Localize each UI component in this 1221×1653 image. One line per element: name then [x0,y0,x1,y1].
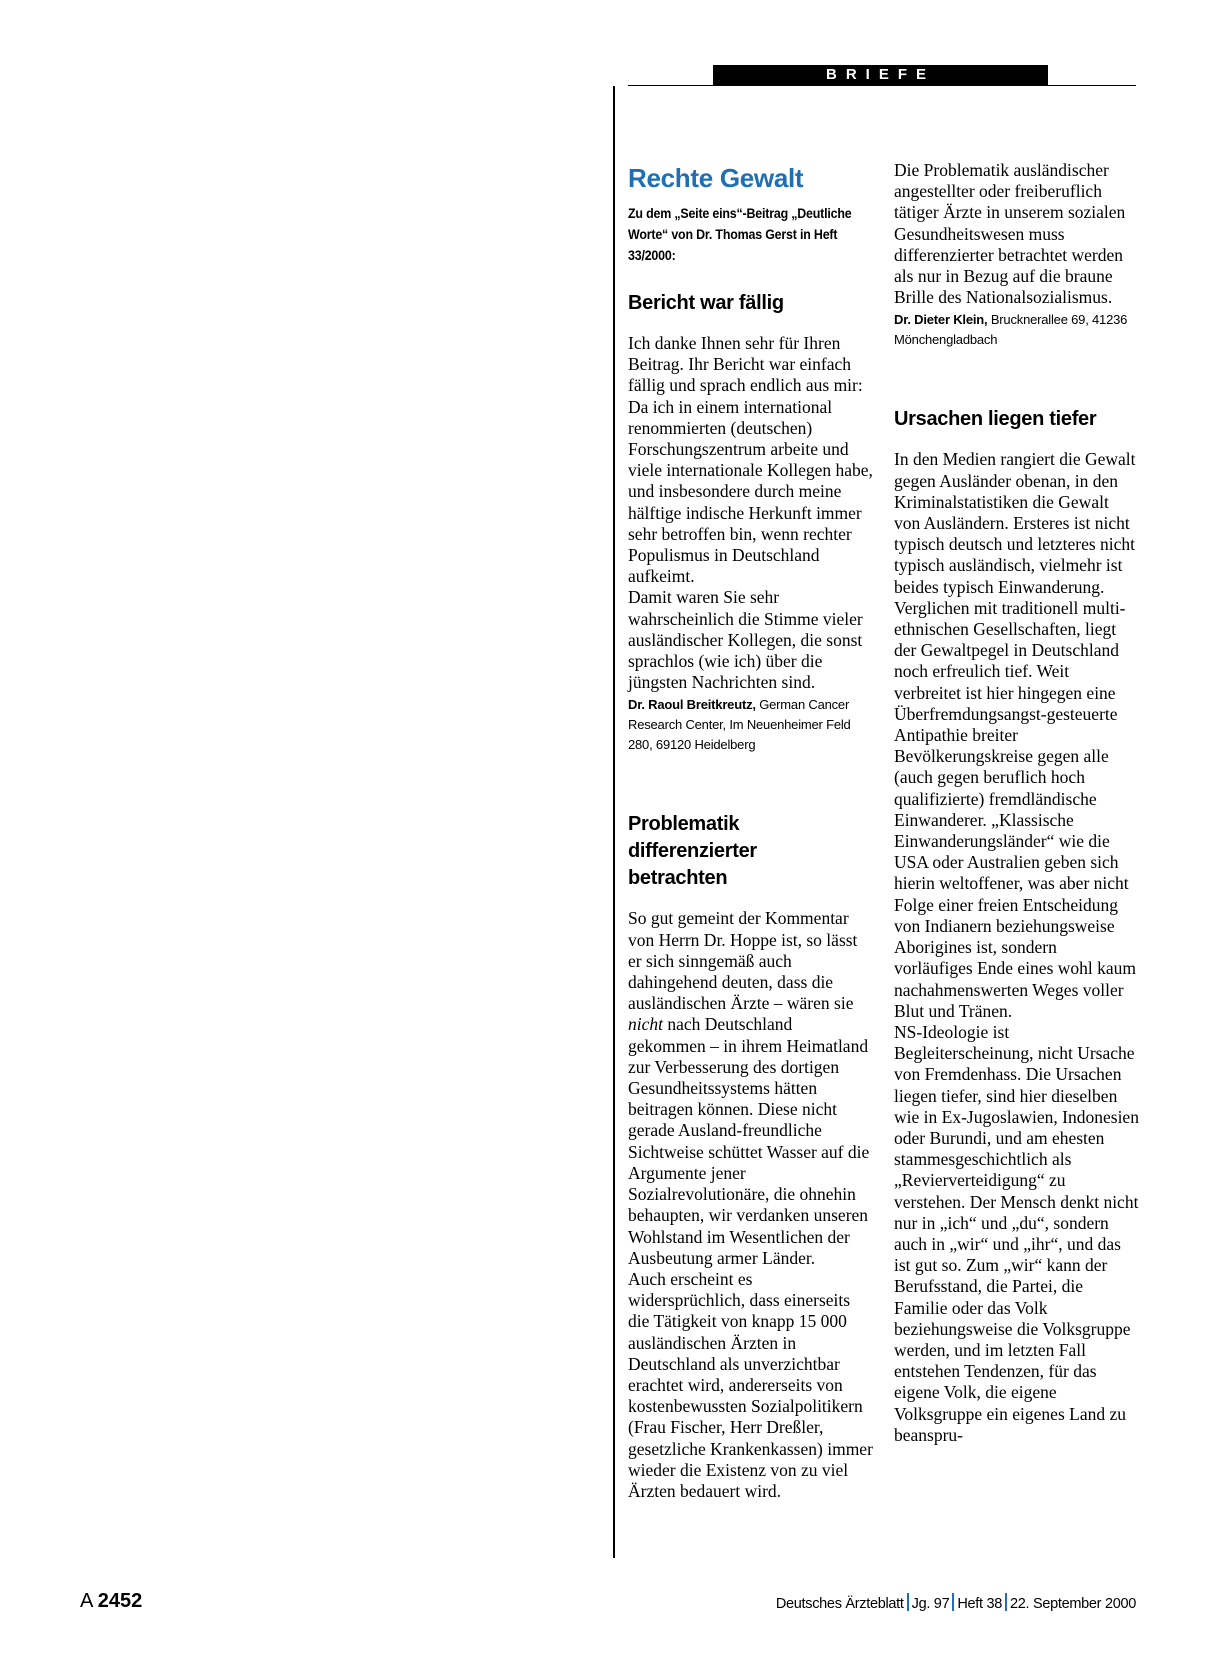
text-run: So gut gemeint der Kommentar von Herrn Dr. Hoppe ist, so lässt er sich sinngemäß auch dahingehend deuten, dass die ausländischen Ärzte – wären sie [628,908,858,1014]
journal-footer [776,1593,1136,1612]
paragraph: Auch erscheint es widersprüchlich, dass einerseits die Tätigkeit von knapp 15 000 ausländischen Ärzten in Deutschland als unverzichtbar erachtet wird, andererseits von kostenbewussten Sozialpolitikern (Frau Fischer, Herr Dreßler, gesetzliche Krankenkassen) immer wieder die Existenz von zu viel Ärzten bedauert wird. [628,1268,873,1501]
paragraph: NS-Ideologie ist Begleiterscheinung, nicht Ursache von Fremdenhass. Die Ursachen liegen tiefer, sind hier dieselben wie in Ex-Jugoslawien, Indonesien oder Burundi, und am ehesten stammesgeschichtlich als „Revierverteidigung“ zu verstehen. Der Mensch denkt nicht nur in „ich“ und „du“, sondern auch in „wir“ und „ihr“, und das ist gut so. Zum „wir“ kann der Berufsstand, die Partei, die Familie oder das Volk beziehungsweise die Volksgruppe werden, und im letzten Fall entstehen Tendenzen, für das eigene Volk, die eigene Volksgruppe ein eigenes Land zu beanspru- [894,1021,1139,1445]
signature-address: Brucknerallee 69, 41236 Mönchengladbach [894,312,1128,348]
letter-body-continued [894,160,1139,308]
journal-name: Deutsches Ärzteblatt [775,1596,904,1612]
letter-signature [894,310,1139,350]
letter-headline: Ursachen liegen tiefer [894,408,1097,431]
journal-volume: Jg. 97 [911,1596,950,1612]
paragraph: Ich danke Ihnen sehr für Ihren Beitrag. Ihr Bericht war einfach fällig und sprach endlich aus mir: [628,333,863,396]
paragraph: Da ich in einem international renommierten (deutschen) Forschungszentrum arbeite und viele internationale Kollegen habe, und insbesondere durch meine hälftige indische Herkunft immer sehr betroffen bin, wenn rechter Populismus in Deutschland aufkeimt. [628,396,873,587]
text-run: nach Deutschland gekommen – in ihrem Heimatland zur Verbesserung des dortigen Gesundheitssystems hätten beitragen können. Diese nicht gerade Ausland-freundliche Sichtweise schüttet Wasser auf die Argumente jener Sozialrevolutionäre, die ohnehin behaupten, wir verdanken unseren Wohlstand im Wesentlichen der Ausbeutung armer Länder. [628,1014,870,1268]
column-rule [613,86,615,1558]
signature-name: Dr. Dieter Klein, [894,312,988,328]
signature-address: German Cancer Research Center, Im Neuenheimer Feld 280, 69120 Heidelberg [628,697,851,753]
emphasis: nicht [628,1014,663,1035]
letter-headline: Bericht war fällig [628,292,784,314]
letter-body [628,333,873,693]
paragraph [628,908,873,1268]
article-title: Rechte Gewalt [628,163,804,193]
column-right [894,160,1139,1446]
letter-signature [628,695,873,755]
paragraph: In den Medien rangiert die Gewalt gegen Ausländer obenan, in den Kriminalstatistiken die Gewalt von Ausländern. Ersteres ist nicht typisch deutsch und letzteres nicht typisch ausländisch, vielmehr ist beides typisch Einwanderung. [894,449,1136,597]
paragraph: Die Problematik ausländischer angestellter oder freiberuflich tätiger Ärzte in unserem sozialen Gesundheitswesen muss differenzierter betrachtet werden als nur in Bezug auf die braune Brille des Nationalsozialismus. [894,160,1126,308]
journal-issue: Heft 38 [957,1596,1002,1612]
letter-body [894,449,1139,1446]
article-intro: Zu dem „Seite eins“-Beitrag „Deutliche Worte“ von Dr. Thomas Gerst in Heft 33/2000: [628,206,852,263]
signature-name: Dr. Raoul Breitkreutz, [628,697,756,713]
letter-body [628,908,873,1502]
paragraph: Damit waren Sie sehr wahrscheinlich die Stimme vieler ausländischer Kollegen, die sonst sprachlos (wie ich) über die jüngsten Nachrichten sind. [628,587,863,693]
section-label: BRIEFE [713,65,1048,85]
paragraph: Verglichen mit traditionell multi-ethnischen Gesellschaften, liegt der Gewaltpegel in Deutschland noch erfreulich tief. Weit verbreitet ist hier hingegen eine Überfremdungsangst-gesteuerte Antipathie breiter Bevölkerungskreise gegen alle (auch gegen beruflich hoch qualifizierte) fremdländische Einwanderer. „Klassische Einwanderungsländer“ wie die USA oder Australien geben sich hierin weltoffener, was aber nicht Folge einer freien Entscheidung von Indianern beziehungsweise Aborigines ist, sondern vorläufiges Ende eines wohl kaum nachahmenswerten Weges voller Blut und Tränen. [894,597,1137,1021]
column-left [628,160,873,1502]
header-rule [628,85,1136,86]
letter-headline: Problematik differenzierter betrachten [628,813,757,890]
journal-date: 22. September 2000 [1010,1596,1136,1612]
page-number-value: 2452 [97,1590,143,1612]
page-number [80,1590,142,1613]
page-prefix: A [80,1590,98,1612]
